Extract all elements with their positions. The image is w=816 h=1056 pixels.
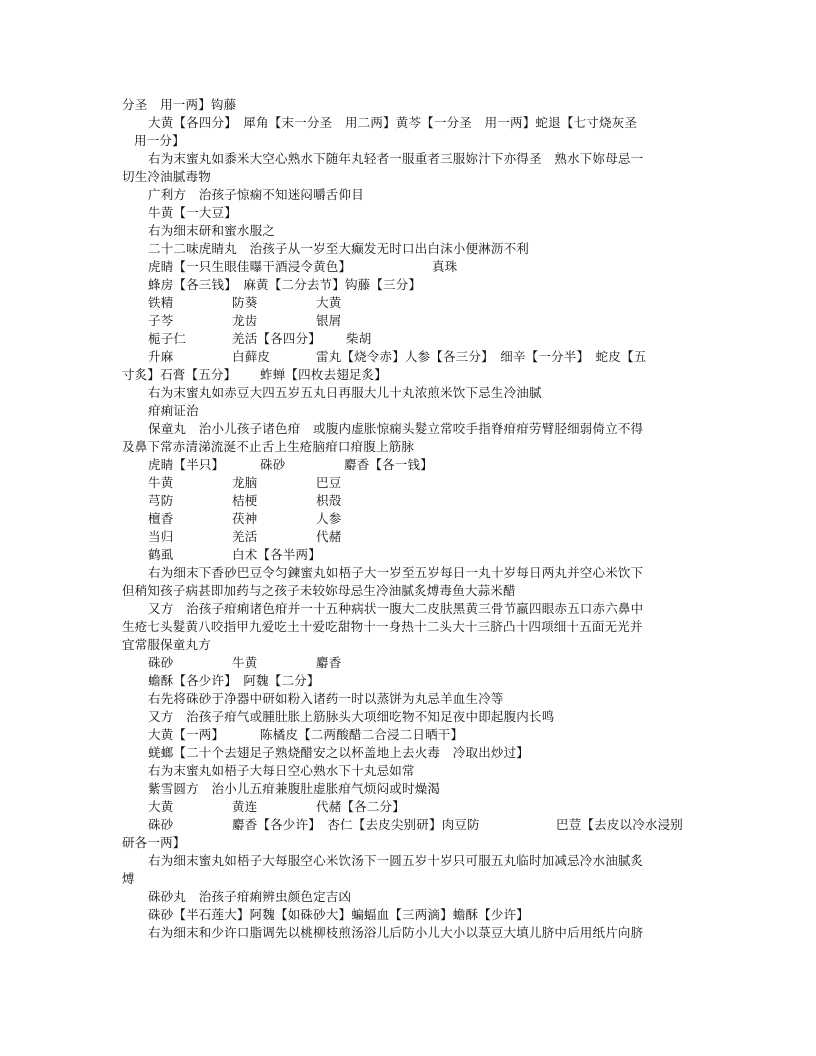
text-line: 广利方 治孩子惊痫不知迷闷嚼舌仰目	[148, 187, 364, 202]
text-line: 当归	[148, 529, 174, 544]
text-line: 芎防	[148, 493, 174, 508]
text-line: 牛黄	[232, 655, 258, 670]
text-line: 蚱蝉【四枚去翅足炙】	[260, 367, 388, 382]
text-line: 右为末蜜丸如赤豆大四五岁五丸日再服大儿十丸浓煎米饮下忌生冷油腻	[148, 385, 542, 400]
text-line: 蜣螂【二十个去翅足子熟烧醋安之以杯盖地上去火毒 冷取出炒过】	[148, 745, 530, 760]
text-line: 右为细末蜜丸如梧子大每服空心米饮汤下一圆五岁十岁只可服五丸临时加减忌冷水油腻炙	[148, 853, 644, 868]
text-line: 龙脑	[232, 475, 258, 490]
text-line: 银屑	[316, 313, 342, 328]
text-line: 白术【各半两】	[232, 547, 321, 562]
text-line: 蟾酥【各少许】 阿魏【二分】	[148, 673, 320, 688]
text-line: 蜂房【各三钱】 麻黄【二分去节】钩藤【三分】	[148, 277, 422, 292]
text-line: 大黄	[148, 799, 174, 814]
text-line: 鹤虱	[148, 547, 174, 562]
text-line: 麝香	[316, 655, 342, 670]
text-line: 分圣 用一两】钩藤	[122, 97, 237, 112]
text-line: 柴胡	[346, 331, 372, 346]
text-line: 硃砂	[148, 655, 174, 670]
text-line: 子芩	[148, 313, 174, 328]
text-line: 大黄【一两】	[148, 727, 225, 742]
text-line: 研各一两】	[122, 835, 186, 850]
text-line: 巴豆	[316, 475, 342, 490]
section-heading: 疳痢证治	[148, 403, 199, 418]
text-line: 硃砂【半石莲大】阿魏【如硃砂大】蝙蝠血【三两滴】蟾酥【少许】	[148, 907, 530, 922]
text-line: 虎睛【一只生眼佳曝干酒浸令黄色】	[148, 259, 352, 274]
text-line: 切生冷油腻毒物	[122, 169, 211, 184]
text-line: 大黄【各四分】 犀角【末一分圣 用二两】黄芩【一分圣 用一两】蛇退【七寸烧灰圣	[148, 115, 638, 130]
text-line: 防葵	[232, 295, 258, 310]
text-line: 虎睛【半只】	[148, 457, 225, 472]
text-line: 雷丸【烧令赤】人参【各三分】 细辛【一分半】 蛇皮【五	[316, 349, 647, 364]
text-line: 硃砂	[148, 817, 174, 832]
text-line: 枳殻	[316, 493, 342, 508]
text-line: 檀香	[148, 511, 174, 526]
text-line: 二十二味虎睛丸 治孩子从一岁至大癫发无时口出白沫小便淋沥不利	[148, 241, 530, 256]
text-line: 牛黄【一大豆】	[148, 205, 237, 220]
text-line: 升麻	[148, 349, 174, 364]
text-line: 但稍知孩子病甚即加药与之孩子未较妳母忌生冷油腻炙煿毒鱼大蒜米醋	[122, 583, 516, 598]
text-line: 茯神	[232, 511, 258, 526]
text-line: 白藓皮	[232, 349, 271, 364]
text-line: 硃砂丸 治孩子疳痢辨虫颜色定吉凶	[148, 889, 352, 904]
text-line: 右为细末下香砂巴豆令匀鍊蜜丸如梧子大一岁至五岁每日一丸十岁每日两丸并空心米饮下	[148, 565, 644, 580]
text-line: 陈橘皮【二两酸醋二合浸二日晒干】	[260, 727, 464, 742]
text-line: 右为细末和少许口脂调先以桃柳枝煎汤浴儿后防小儿大小以菉豆大填儿脐中后用纸片向脐	[148, 925, 644, 940]
text-line: 生疮七头髮黄八咬指甲九爱吃土十爱吃甜物十一身热十二头大十三脐凸十四项细十五面无光并	[122, 619, 643, 634]
text-line: 保童丸 治小儿孩子诸色疳 或腹内虚胀惊痫头髮立常咬手指脊疳疳劳臂胫细弱倚立不得	[148, 421, 644, 436]
text-line: 紫雪圆方 治小儿五疳兼腹肚虚胀疳气烦闷或时燥渴	[148, 781, 441, 796]
text-line: 麝香【各一钱】	[344, 457, 433, 472]
text-line: 右先将硃砂于净器中研如粉入诸药一时以蒸饼为丸忌羊血生冷等	[148, 691, 504, 706]
text-line: 龙齿	[232, 313, 258, 328]
text-line: 黄连	[232, 799, 258, 814]
text-line: 又方 治孩子疳气或腫肚胀上筋脉头大项细吃物不知足夜中即起腹内长鸣	[148, 709, 555, 724]
text-line: 又方 治孩子疳痢诸色疳并一十五种病状一腹大二皮肤黑黄三骨节羸四眼赤五口赤六鼻中	[148, 601, 644, 616]
text-line: 巴荳【去皮以冷水浸别	[556, 817, 684, 832]
text-line: 煿	[122, 871, 135, 886]
text-line: 代赭	[316, 529, 342, 544]
text-line: 栀子仁	[148, 331, 187, 346]
text-line: 羌活【各四分】	[232, 331, 321, 346]
text-line: 人参	[316, 511, 342, 526]
text-line: 及鼻下常赤清涕流涎不止舌上生疮脑疳口疳腹上筋脉	[122, 439, 415, 454]
text-line: 右为末蜜丸如黍米大空心熟水下随年丸轻者一服重者三服妳汁下亦得圣 熟水下妳母忌一	[148, 151, 644, 166]
text-line: 羌活	[232, 529, 258, 544]
text-line: 牛黄	[148, 475, 174, 490]
text-line: 寸炙】石膏【五分】	[122, 367, 237, 382]
text-line: 麝香【各少许】 杏仁【去皮尖别研】肉豆防	[232, 817, 480, 832]
text-line: 代赭【各二分】	[316, 799, 405, 814]
text-line: 硃砂	[260, 457, 286, 472]
text-line: 用一分】	[134, 133, 185, 148]
text-line: 宜常服保童丸方	[122, 637, 211, 652]
text-line: 真珠	[432, 259, 458, 274]
text-line: 铁精	[148, 295, 174, 310]
text-line: 桔梗	[232, 493, 258, 508]
text-line: 大黄	[316, 295, 342, 310]
text-line: 右为末蜜丸如梧子大每日空心熟水下十丸忌如常	[148, 763, 415, 778]
text-line: 右为细末研和蜜水服之	[148, 223, 276, 238]
